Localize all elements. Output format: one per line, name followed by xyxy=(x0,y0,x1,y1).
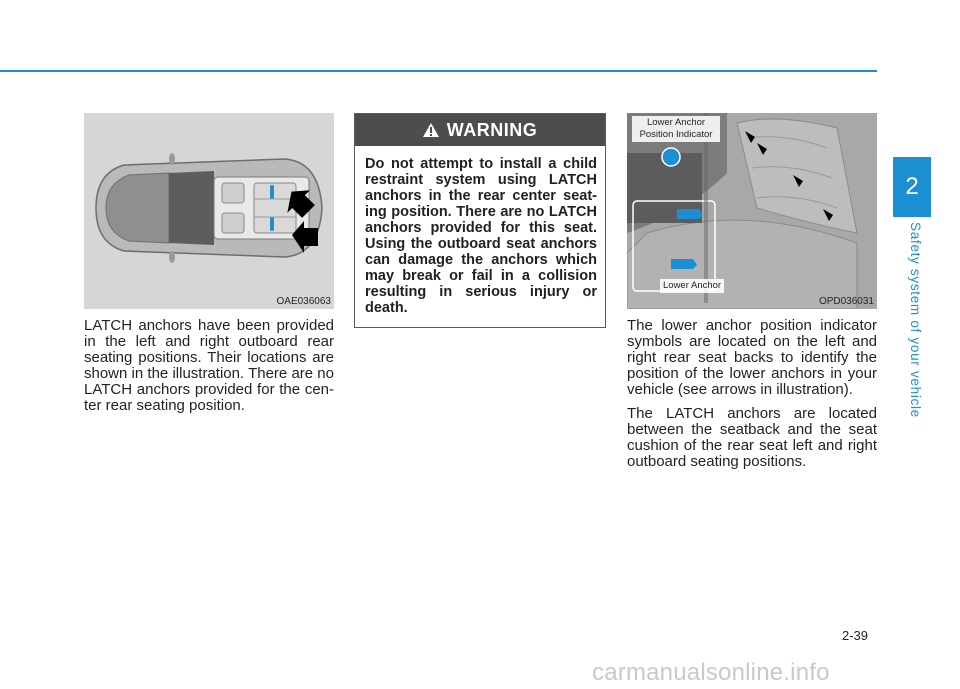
chapter-number: 2 xyxy=(905,173,919,200)
warning-title: WARNING xyxy=(446,119,538,140)
callout-lower-anchor: Lower Anchor xyxy=(660,279,724,293)
rear-seat-figure xyxy=(627,113,877,309)
warning-triangle-icon xyxy=(423,123,439,137)
page-number: 2-39 xyxy=(842,628,869,643)
warning-body: Do not attempt to install a child restraint system using LATCH anchors in the rear center seat-ing position. There are no LATCH anchors provided for this seat. Using the outboard seat anchors can damage the anchors which may break or fail in a collision resulting in serious injury or death. xyxy=(365,156,597,316)
car-top-view-illustration xyxy=(84,113,334,309)
figure-code: OAE036063 xyxy=(276,296,331,307)
chapter-tab xyxy=(893,157,931,217)
figure-code: OPD036031 xyxy=(818,296,874,307)
warning-header xyxy=(355,114,605,146)
anchor-location-paragraph: The LATCH anchors are located between the seatback and the seat cushion of the rear seat left and right outboard seating positions. xyxy=(627,405,877,470)
right-body-text xyxy=(627,318,877,478)
car-top-view-figure xyxy=(84,113,334,309)
warning-box xyxy=(354,113,606,328)
latch-paragraph: LATCH anchors have been provided in the left and right outboard rear seating positions. Their locations are shown in the illustration. There are no LATCH anchors provided for the cen-ter rear seating position. xyxy=(84,317,334,414)
left-body-text xyxy=(84,318,334,422)
indicator-paragraph: The lower anchor position indicator symbols are located on the left and right rear seat backs to identify the position of the lower anchors in your vehicle (see arrows in illustration). xyxy=(627,317,877,398)
header-rule xyxy=(0,70,877,72)
watermark: carmanualsonline.info xyxy=(592,659,830,686)
callout-lower-anchor-indicator: Lower Anchor Position Indicator xyxy=(632,116,720,142)
chapter-title: Safety system of your vehicle xyxy=(908,222,923,418)
